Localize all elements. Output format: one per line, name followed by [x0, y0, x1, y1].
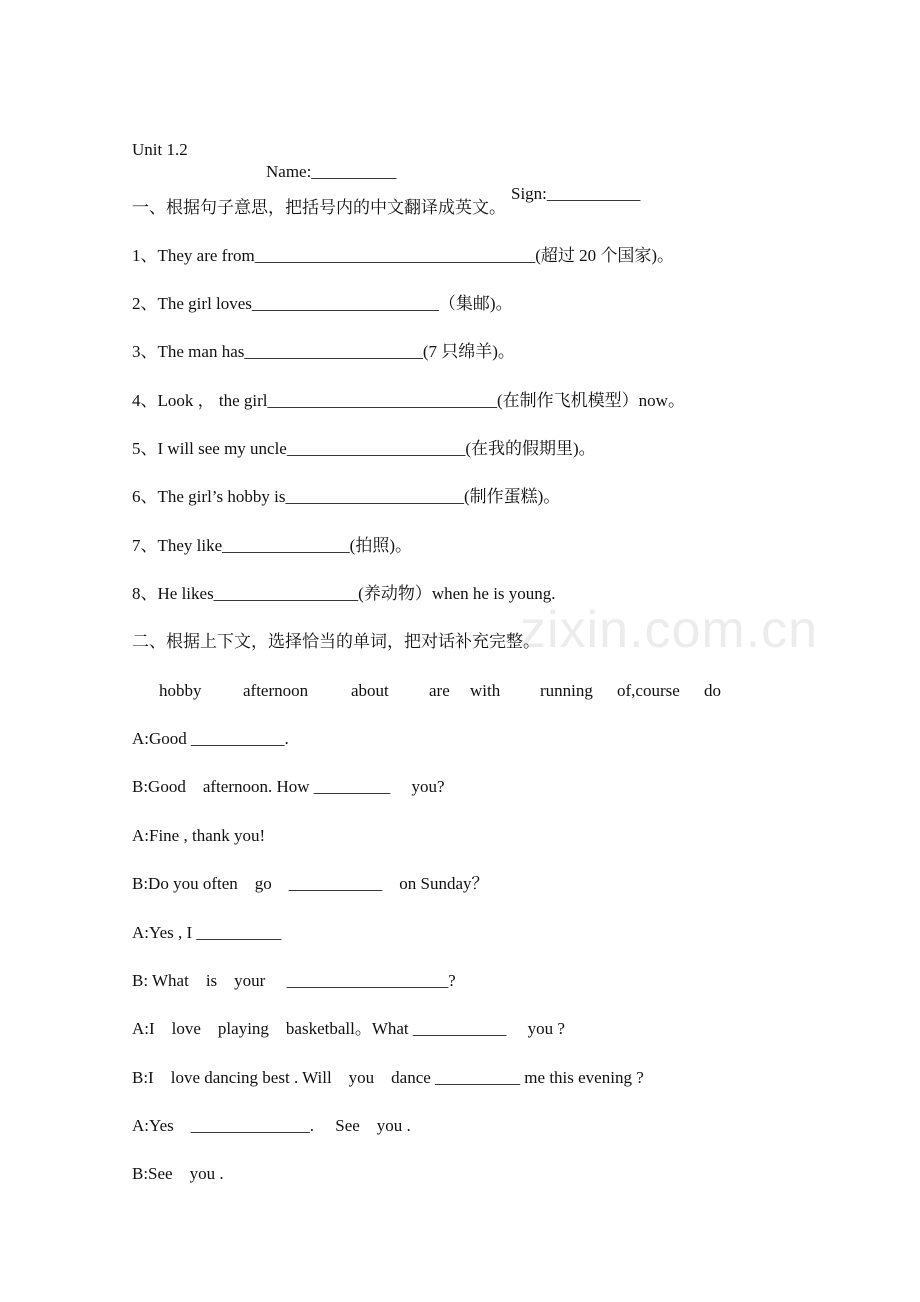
word-bank-item: of,course — [617, 681, 680, 700]
dialogue-line: B: What is your ___________________? — [132, 971, 456, 990]
watermark: zixin.com.cn — [520, 601, 819, 659]
section1-item: 2、The girl loves______________________（集邮)。 — [132, 294, 513, 313]
section1-item: 8、He likes_________________(养动物）when he is young. — [132, 584, 556, 603]
word-bank-item: running — [540, 681, 593, 700]
dialogue-line: B:See you . — [132, 1164, 224, 1183]
section1-item: 6、The girl’s hobby is_____________________(制作蛋糕)。 — [132, 487, 561, 506]
unit-label: Unit 1.2 — [132, 140, 188, 159]
dialogue-line: B:I love dancing best . Will you dance __________ me this evening ? — [132, 1068, 644, 1087]
dialogue-line: A:Good ___________. — [132, 729, 289, 748]
dialogue-line: B:Do you often go ___________ on Sunday？ — [132, 874, 489, 893]
word-bank-item: hobby — [159, 681, 202, 700]
word-bank-item: do — [704, 681, 721, 700]
section1-item: 1、They are from_________________________________(超过 20 个国家)。 — [132, 246, 675, 265]
worksheet-header — [0, 117, 920, 203]
word-bank-item: afternoon — [243, 681, 309, 700]
dialogue-line: A:Yes ______________. See you . — [132, 1116, 411, 1135]
section1-item: 5、I will see my uncle_____________________(在我的假期里)。 — [132, 439, 596, 458]
section1-item: 7、They like_______________(拍照)。 — [132, 536, 412, 555]
sign-field: Sign:___________ — [511, 184, 641, 203]
dialogue-line: A:Yes , I __________ — [132, 923, 282, 942]
name-field: Name:__________ — [266, 162, 397, 181]
dialogue-line: B:Good afternoon. How _________ you? — [132, 777, 445, 796]
section2-title: 二、根据上下文，选择恰当的单词，把对话补充完整。 — [132, 632, 540, 651]
word-bank-item: are — [429, 681, 450, 700]
word-bank-item: about — [351, 681, 389, 700]
word-bank-item: with — [470, 681, 501, 700]
section1-item: 3、The man has_____________________(7 只绵羊)。 — [132, 342, 515, 361]
section1-title: 一、根据句子意思，把括号内的中文翻译成英文。 — [132, 198, 506, 217]
dialogue-line: A:Fine , thank you! — [132, 826, 266, 845]
dialogue-line: A:I love playing basketball。What ___________ you ? — [132, 1019, 565, 1038]
section1-item: 4、Look ， the girl___________________________(在制作飞机模型）now。 — [132, 391, 685, 410]
